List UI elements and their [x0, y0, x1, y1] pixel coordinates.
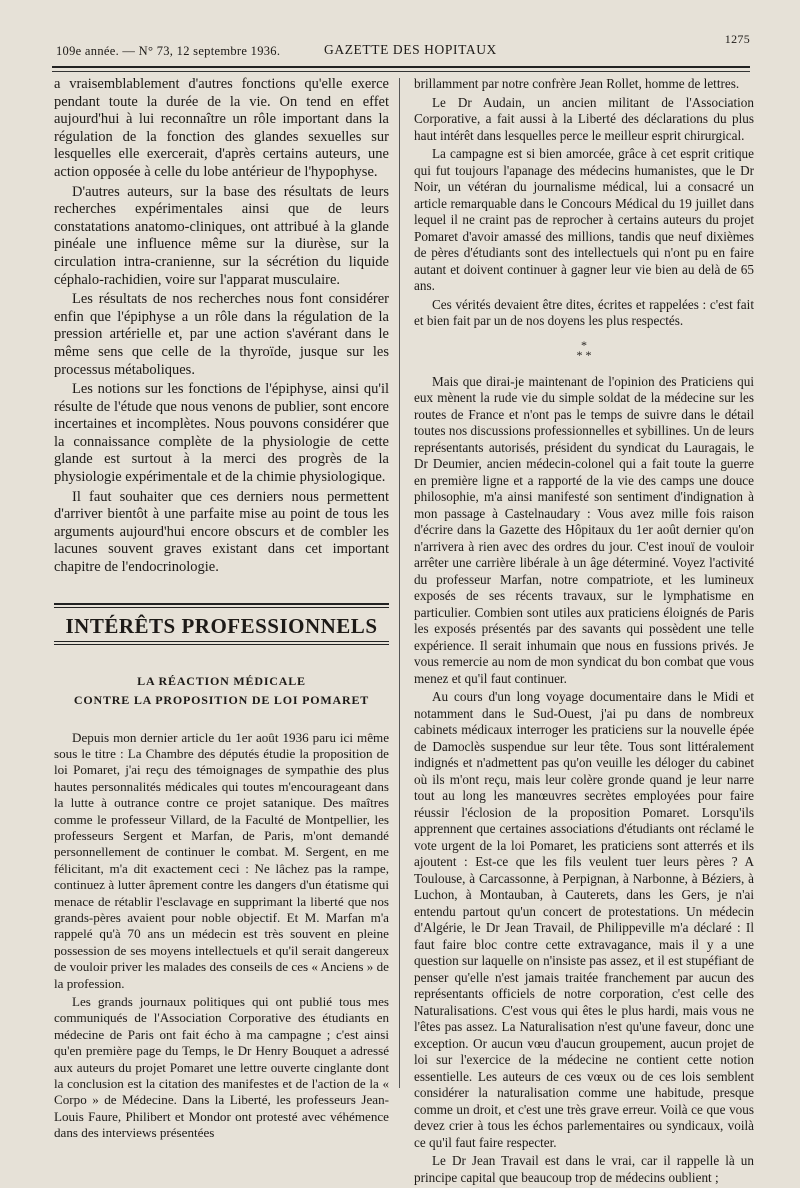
paragraph: a vraisemblablement d'autres fonctions qu'elle exerce pendant toute la durée de la vie. On tend en effet aujourd'hui à lui reconnaître un rôle important dans la régulation de la fonction des glandes sexuelles sur lesquelles elle exercerait, d'après certains auteurs, une action opposée à celle du lobe antérieur de l'hypophyse.: [54, 76, 389, 180]
left-column: [54, 76, 389, 1144]
paragraph: brillamment par notre confrère Jean Rollet, homme de lettres.: [414, 76, 740, 91]
article-title: CONTRE LA PROPOSITION DE LOI POMARET: [73, 693, 370, 708]
page-number: 1275: [724, 32, 750, 46]
right-column: [414, 76, 754, 1188]
issue-info: 109e année. — N° 73, 12 septembre 1936.: [56, 44, 281, 58]
header-rule: [52, 66, 750, 68]
paragraph: Le Dr Audain, un ancien militant de l'Association Corporative, a fait aussi à la Liberté des déclarations du plus haut intérêt dans lesquelles perce le meilleur esprit chirurgical.: [414, 94, 754, 143]
section-rule-thin: [54, 607, 389, 608]
paragraph: Mais que dirai-je maintenant de l'opinion des Praticiens qui eux mènent la rude vie du simple soldat de la médecine sur les routes de France et n'ont pas le temps de suivre dans le détail toutes nos discussions professionnelles et sybillines. Un de leurs représentants autorisés, président du syndicat du Lauragais, le Dr Deumier, ancien médecin-colonel qui a fait toute la guerre en première ligne et a rapporté de la vie des camps une douce philosophie, m'a ainsi manifesté son sentiment d'indignation à mon passage à Castelnaudary : Vous avez mille fois raison d'écrire dans la Gazette des Hôpitaux du 1er août dernier qu'on n'arrivera à rien avec des ordres du jour. C'est inouï de vouloir arrêter une carrière libérale à un âge déterminé. Voyez l'activité du professeur Marfan, notre compatriote, et les lumineux exposés de ses récents travaux, sur le lymphatisme en particulier. Combien sont utiles aux praticiens éloignés de Paris les exposés présentés par des savants qui possèdent une telle expérience. Il serait inhumain que nous en fussions privés. Je vous remercie au nom de mon syndicat du bon combat que vous menez et qu'il faut continuer.: [414, 373, 754, 686]
paragraph: Le Dr Jean Travail est dans le vrai, car il rappelle là un principe capital que beaucoup trop de médecins oublient ;: [414, 1153, 754, 1185]
asterism-separator: [414, 337, 754, 362]
paragraph: Les résultats de nos recherches nous font considérer enfin que l'épiphyse a un rôle dans la régulation de la pression artérielle et, par une action s'avérant dans le même sens que celle de la thyroïde, jusque sur les processus métaboliques.: [54, 291, 389, 378]
paragraph: Depuis mon dernier article du 1er août 1936 paru ici même sous le titre : La Chambre des députés étudie la proposition de loi Pomaret, j'ai reçu des témoignages de sympathie des plus hautes personnalités médicales qui toutes m'encourageant dans la lutte à outrance contre ce projet satanique. Des maîtres comme le professeur Villard, de la Faculté de Montpellier, les professeurs Sergent et Marfan, de Paris, m'ont demandé personnellement de continuer le combat. M. Sergent, en me félicitant, m'a dit exactement ceci : Ne lâchez pas la rampe, continuez à lutter âprement contre les dangers d'un étatisme qui menace de rétablir l'esclavage en supprimant la liberté que nos grands-pères avaient pour noble objectif. Et M. Marfan m'a rappelé qu'à 70 ans un médecin est très souvent en pleine possession de ses moyens intellectuels et qu'il serait dangereux de vouloir priver les malades des conseils de ces « Anciens » de la profession.: [54, 729, 389, 991]
page-header: [56, 32, 750, 62]
article-subhead: LA RÉACTION MÉDICALE: [137, 673, 306, 688]
asterism-bottom: * *: [576, 347, 592, 362]
asterism-top: *: [581, 337, 587, 352]
paragraph: Il faut souhaiter que ces derniers nous permettent d'arriver bientôt à une parfaite mise au point de tous les arguments aujourd'hui encore obscurs et de combler les lacunes souvent graves existant dans cet important chapitre de l'endocrinologie.: [54, 488, 389, 576]
paragraph: D'autres auteurs, sur la base des résultats de leurs recherches expérimentales ainsi que de leurs constatations anatomo-cliniques, ont attribué à la glande pinéale une influence même sur la diurèse, sur la circulation intra-cranienne, sur la sécrétion du liquide céphalo-rachidien, voire sur l'apparat musculaire.: [54, 183, 389, 288]
section-rule: [54, 603, 389, 605]
paragraph: Les grands journaux politiques qui ont publié tous mes communiqués de l'Association Corporative des étudiants en médecine de Paris ont fait écho à ma campagne ; c'est ainsi qu'en première page du Temps, le Dr Henry Bouquet a adressé aux auteurs du projet Pomaret une lettre ouverte cinglante dont la conclusion est la citation des manifestes et de l'action de la « Corpo » de Médecine. Dans la Liberté, les professeurs Jean-Louis Faure, Philibert et Mondor ont protesté avec véhémence dans des interviews présentées: [54, 994, 389, 1141]
section-rule-thin: [54, 644, 389, 645]
column-divider: [399, 78, 400, 1088]
paragraph: La campagne est si bien amorcée, grâce à cet esprit critique qui fut toujours l'apanage des médecins humanistes, que le Dr Noir, un vétéran du journalisme médical, lui a consacré un article remarquable dans le Concours Médical du 19 juillet dans lequel il ne craint pas de reprocher à certains auteurs du projet Pomaret d'avoir amassé des millions, tandis que neuf dixièmes de pères d'étudiants sont des intellectuels qui n'ont pu en faire autant et doivent continuer à gagner leur vie bien au delà de 65 ans.: [414, 146, 754, 293]
section-rule: [54, 641, 389, 642]
journal-title: GAZETTE DES HOPITAUX: [324, 42, 497, 57]
paragraph: Ces vérités devaient être dites, écrites et rappelées : c'est fait et bien fait par un de nos doyens les plus respectés.: [414, 296, 754, 328]
paragraph: Les notions sur les fonctions de l'épiphyse, ainsi qu'il résulte de l'étude que nous venons de publier, sont encore incertaines et incomplètes. Nous pouvons considérer que la connaissance complète de la physiologie de cette glande est surtout à la merci des progrès de la physiologie expérimentale et de la chimie physiologique.: [54, 381, 389, 486]
paragraph: Au cours d'un long voyage documentaire dans le Midi et notamment dans le Sud-Ouest, j'ai pu dans de nombreux cabinets médicaux interroger les praticiens sur la nouvelle épée de Damoclès suspendue sur leur tête. Tous sont littéralement indignés et n'admettent pas qu'on veuille les déloger du cabinet où ils m'ont reçu, mais leur colère gronde quand je leur narre tout au long les manœuvres secrètes employées pour faire réussir l'éclosion de la proposition Pomaret. Lorsqu'ils apprennent que certaines associations d'étudiants ont réclamé le vote urgent de la loi Pomaret, les praticiens sont atterrés et ils ajoutent : Est-ce que les fils veulent tuer leurs pères ? A Toulouse, à Carcassonne, à Perpignan, à Narbonne, à Béziers, à Luchon, à Montauban, à Cauterets, dans les Gers, je n'ai entendu partout qu'un concert de protestations. Un médecin d'Algérie, le Dr Jean Travail, de Philippeville m'a déclaré : Il faut faire bloc contre cette extravagance, mais il y a une question sur laquelle on n'insiste pas assez, et il est stupéfiant de penser qu'elle n'est jamais traitée franchement par aucun des représentants officiels de notre corporation, c'est celle des Naturalisations. C'est vous qui êtes le plus hardi, mais vous ne l'êtes pas assez. La Naturalisation n'est qu'une faveur, donc une exception. Or aucun vœu d'aucun groupement, aucun projet de loi sur l'exercice de la médecine ne contient cette notion essentielle. Les auteurs de ces vœux ou de ces lois semblent considérer la naturalisation comme une habitude, presque comme un droit, et c'est une très grave erreur. Voilà ce que vous devez crier à tous les échos parlementaires ou syndicaux, voilà ce qu'il faut faire respecter.: [414, 689, 754, 1150]
header-rule-thin: [52, 71, 750, 72]
section-title: INTÉRÊTS PROFESSIONNELS: [65, 613, 378, 638]
